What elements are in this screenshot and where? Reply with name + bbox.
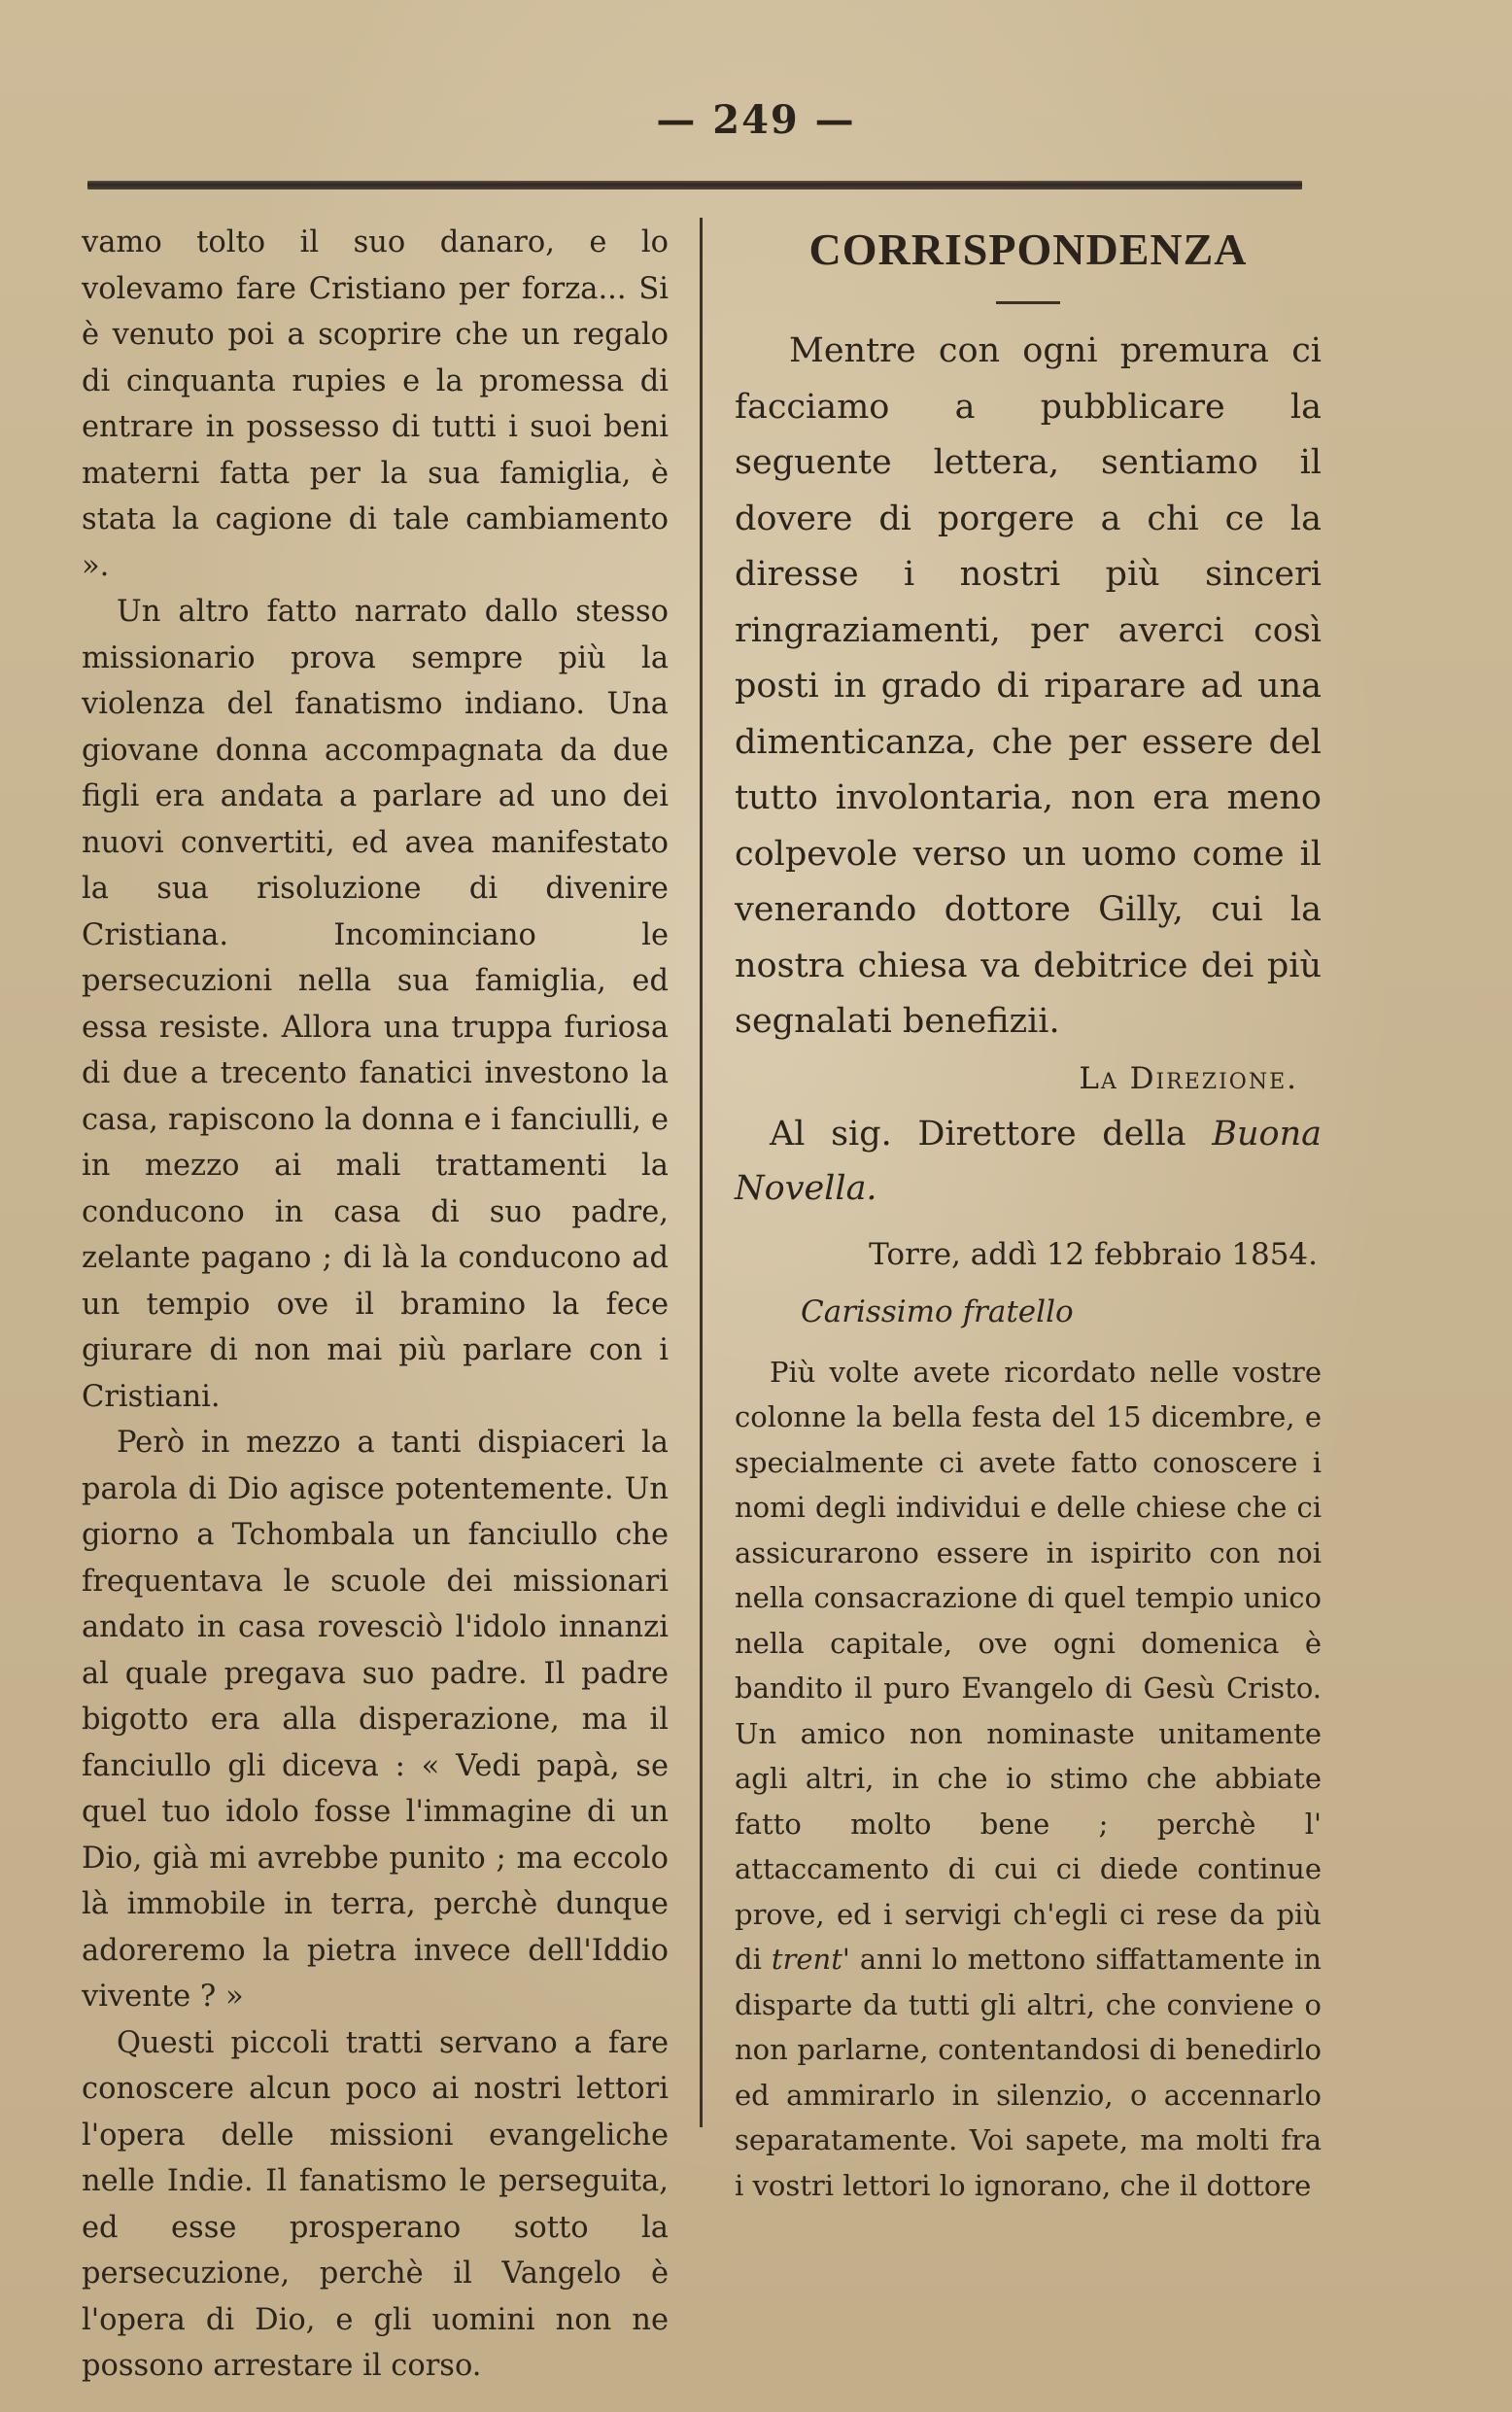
letter-body-part-1: Più volte avete ricordato nelle vostre colonne la bella festa del 15 dicembre, e specialmente ci avete fatto conoscere i nomi degli individui e delle chiese che ci assicurarono essere in ispirito con noi nella consacrazione di quel tempio unico nella capitale, ove ogni domenica è bandito il puro Evangelo di Gesù Cristo. Un amico non nominaste unitamente agli altri, in che io stimo che abbiate fatto molto bene ; perchè l' attaccamento di cui ci diede continue prove, ed i servigi ch'egli ci rese da più di [735, 1355, 1322, 1976]
left-column [82, 216, 669, 2390]
top-rule [87, 181, 1302, 190]
journal-title: Buona Novella. [735, 1114, 1322, 1208]
right-column [735, 216, 1322, 2208]
letter-place-date: Torre, addì 12 febbraio 1854. [869, 1236, 1318, 1272]
addressee-prefix: Al sig. Direttore della [770, 1114, 1213, 1154]
letter-body-italic: trent' [771, 1943, 850, 1976]
letter-body-part-2: anni lo mettono siffattamente in disparte da tutti gli altri, che conviene o non parlarne, contentandosi di benedirlo ed ammirarlo in silenzio, o accennarlo separatamente. Voi sapete, ma molti fra i vostri lettori lo ignorano, che il dottore [735, 1943, 1322, 2202]
intro-paragraph: Mentre con ogni premura ci facciamo a pubblicare la seguente lettera, sentiamo il dovere di porgere a chi ce la diresse i nostri più sinceri ringraziamenti, per averci così posti in grado di riparare ad una dimenticanza, che per essere del tutto involontaria, non era meno colpevole verso un uomo come il venerando dottore Gilly, cui la nostra chiesa va debitrice dei più segnalati benefizii. [735, 331, 1322, 1041]
left-paragraph-2: Un altro fatto narrato dallo stesso missionario prova sempre più la violenza del fanatismo indiano. Una giovane donna accompagnata da due figli era andata a parlare ad uno dei nuovi convertiti, ed avea manifestato la sua risoluzione di divenire Cristiana. Incominciano le persecuzioni nella sua famiglia, ed essa resiste. Allora una truppa furiosa di due a trecento fanatici investono la casa, rapiscono la donna e i fanciulli, e in mezzo ai mali trattamenti la conducono in casa di suo padre, zelante pagano ; di là la conducono ad un tempio ove il bramino la fece giurare di non mai più parlare con i Cristiani. [82, 595, 669, 1414]
section-heading: CORRISPONDENZA [808, 224, 1248, 274]
heading-rule [996, 301, 1060, 304]
left-paragraph-3: Però in mezzo a tanti dispiaceri la parola di Dio agisce potentemente. Un giorno a Tchombala un fanciullo che frequentava le scuole dei missionari andato in casa rovesciò l'idolo innanzi al quale pregava suo padre. Il padre bigotto era alla disperazione, ma il fanciullo gli diceva : « Vedi papà, se quel tuo idolo fosse l'immagine di un Dio, già mi avrebbe punito ; ma eccolo là immobile in terra, perchè dunque adoreremo la pietra invece dell'Iddio vivente ? » [82, 1426, 669, 2014]
letter-salutation: Carissimo fratello [801, 1293, 1074, 1329]
column-divider [700, 218, 703, 2127]
editor-signature: La Direzione. [1079, 1060, 1298, 1096]
letter-body [735, 1350, 1322, 2209]
addressee-line [735, 1107, 1322, 1216]
left-paragraph-4: Questi piccoli tratti servano a fare conoscere alcun poco ai nostri lettori l'opera delle missioni evangeliche nelle Indie. Il fanatismo le perseguita, ed esse prosperano sotto la persecuzione, perchè il Vangelo è l'opera di Dio, e gli uomini non ne possono arrestare il corso. [82, 2025, 669, 2383]
page-number: — 249 — [656, 97, 856, 143]
left-paragraph-1: vamo tolto il suo danaro, e lo volevamo fare Cristiano per forza... Si è venuto poi a scoprire che un regalo di cinquanta rupies e la promessa di entrare in possesso di tutti i suoi beni materni fatta per la sua famiglia, è stata la cagione di tale cambiamento ». [82, 225, 669, 583]
